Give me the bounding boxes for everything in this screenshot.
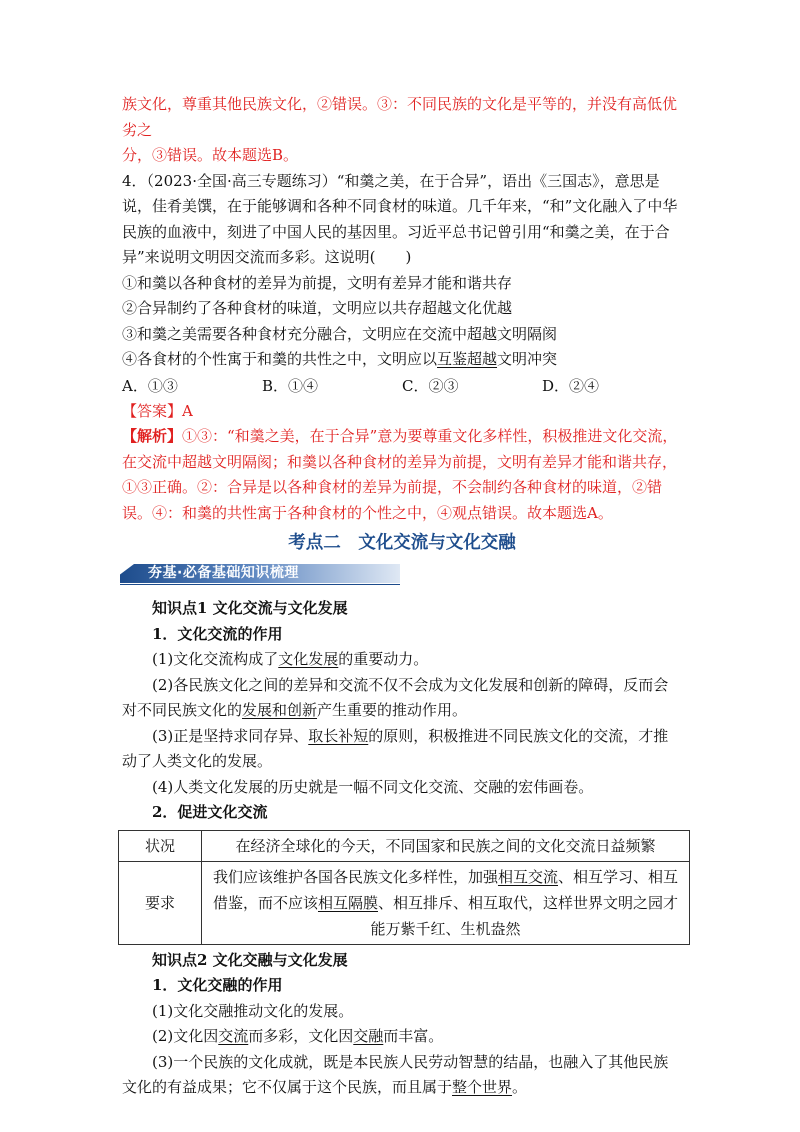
- option-a: A．①③: [122, 376, 178, 395]
- document-page: [122, 92, 682, 1101]
- question-4-options: [122, 373, 682, 399]
- kp1-paragraph-3: (3)正是坚持求同存异、取长补短的原则，积极推进不同民族文化的交流，才推动了人类文化的发展。: [122, 726, 669, 770]
- analysis: 【解析】①③：“和羹之美，在于合异”意为要尊重文化多样性，积极推进文化交流，在交流中超越文明隔阂；和羹以各种食材的差异为前提，文明有差异才能和谐共存，①③正确。②：合异是以各种食材的差异为前提，不会制约各种食材的味道，②错误。④：和羹的共性寓于各种食材的个性之中，④观点错误。故本题选A。: [122, 427, 678, 522]
- question-4-item-1: ①和羹以各种食材的差异为前提，文明有差异才能和谐共存: [122, 273, 513, 292]
- kp1-paragraph-2: (2)各民族文化之间的差异和交流不仅不会成为文化发展和创新的障碍，反而会对不同民族文化的发展和创新产生重要的推动作用。: [122, 675, 669, 719]
- table-row: [119, 861, 690, 944]
- kp2-paragraph-2: (2)文化因交流而多彩，文化因交融而丰富。: [152, 1027, 444, 1045]
- kp2-paragraph-3: (3)一个民族的文化成就，既是本民族人民劳动智慧的结晶，也融入了其他民族文化的有益成果；它不仅属于这个民族，而且属于整个世界。: [122, 1052, 669, 1096]
- table-cell-label: 要求: [119, 861, 202, 944]
- previous-analysis-line-1: 族文化，尊重其他民族文化，②错误。③：不同民族的文化是平等的，并没有高低优劣之: [122, 95, 678, 139]
- previous-analysis-line-2: 分，③错误。故本题选B。: [122, 146, 299, 164]
- answer-line: 【答案】A: [122, 401, 193, 420]
- kp2-paragraph-1: (1)文化交融推动文化的发展。: [152, 1001, 354, 1020]
- question-4-item-3: ③和羹之美需要各种食材充分融合，文明应在交流中超越文明隔阂: [122, 324, 558, 343]
- kp1-subheading-2: 2．促进文化交流: [152, 803, 268, 821]
- option-b: B．①④: [262, 376, 319, 395]
- option-c: C．②③: [402, 376, 459, 395]
- knowledge-point-1-title: 知识点1 文化交流与文化发展: [152, 599, 348, 617]
- option-d: D．②④: [542, 376, 600, 395]
- question-4-item-2: ②合异制约了各种食材的味道，文明应以共存超越文化优越: [122, 299, 513, 317]
- kp2-subheading-1: 1．文化交融的作用: [152, 976, 283, 994]
- table-cell-text: 我们应该维护各国各民族文化多样性，加强相互交流、相互学习、相互借鉴，而不应该相互隔膜、相互排斥、相互取代，这样世界文明之园才能万紫千红、生机盎然: [202, 861, 690, 944]
- culture-exchange-table: [118, 830, 690, 945]
- kp1-subheading-1: 1．文化交流的作用: [152, 624, 283, 643]
- knowledge-point-2-title: 知识点2 文化交融与文化发展: [152, 950, 348, 969]
- banner-text: 夯基·必备基础知识梳理: [148, 565, 299, 581]
- table-cell-label: 状况: [119, 830, 202, 861]
- section-banner: [120, 562, 402, 586]
- section-title: 考点二 文化交流与文化交融: [288, 533, 516, 553]
- table-cell-text: 在经济全球化的今天，不同国家和民族之间的文化交流日益频繁: [202, 830, 690, 861]
- question-4-stem: 4．（2023·全国·高三专题练习）“和羹之美，在于合异”，语出《三国志》，意思是说，佳肴美馔，在于能够调和各种不同食材的味道。几千年来，“和”文化融入了中华民族的血液中，刻进了中国人民的基因里。习近平总书记曾引用“和羹之美，在于合异”来说明文明因交流而多彩。这说明( ): [122, 171, 678, 266]
- kp1-paragraph-4: (4)人类文化发展的历史就是一幅不同文化交流、交融的宏伟画卷。: [152, 777, 594, 796]
- kp1-paragraph-1: (1)文化交流构成了文化发展的重要动力。: [152, 650, 429, 668]
- underlined-term: 互鉴超越: [437, 350, 498, 368]
- banner-underline: [120, 584, 400, 585]
- question-4-item-4: ④各食材的个性寓于和羹的共性之中，文明应以互鉴超越文明冲突: [122, 350, 558, 368]
- table-row: [119, 830, 690, 861]
